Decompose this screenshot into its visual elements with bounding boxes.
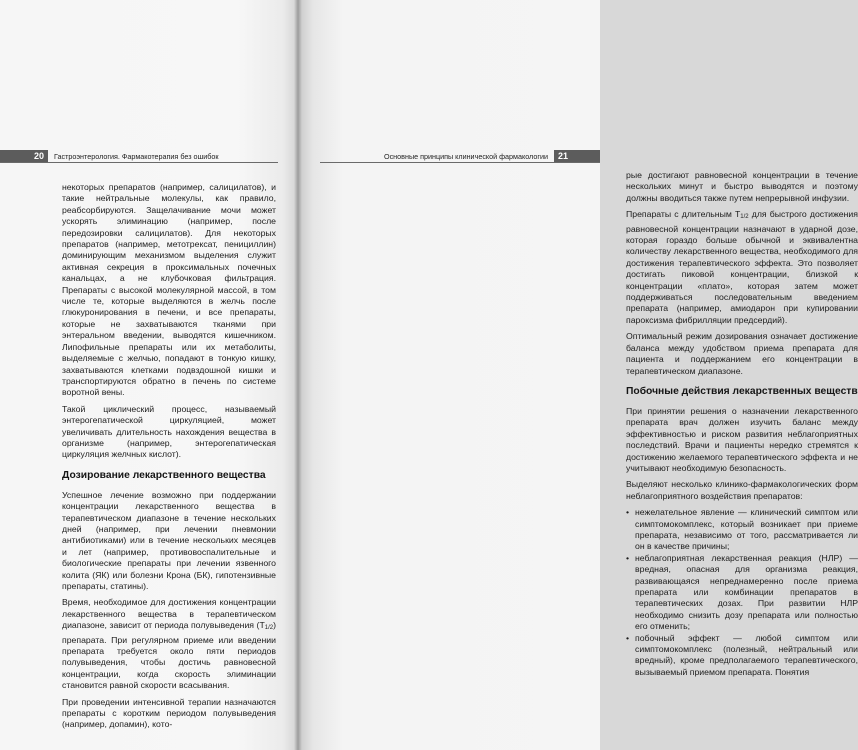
paragraph-optimal-regimen: Оптимальный режим дозирования означает достижение баланса между удобством приема препарата для пациента и поддержанием его концентрации в терапевтическом диапазоне. [626,331,858,376]
paragraph-excretion: некоторых препаратов (например, салицилатов), и такие нейтральные молекулы, как правило, реабсорбируются. Защелачивание мочи может ускорять элиминацию (например, после передозировки салицилатов). Для некоторых препаратов (например, метотрексат, пенициллин) доминирующим механизмом выделения служит активная секреция в проксимальных почечных канальцах, а не клубочковая фильтрация. Препараты с высокой молекулярной массой, в том числе те, которые выделяются в желчь после глюкуронирования в печени, и все препараты, которые не захватываются тканями при энтеральном введении, выводятся кишечником. Липофильные препараты или их метаболиты, выделяемые с желчью, попадают в тонкую кишку, захватываются клетками подвздошной кишки и транспортируются обратно в печень по системе воротной вены. [62,182,276,398]
left-page-number: 20 [0,150,48,163]
right-text-column [626,170,858,678]
list-item: • неблагоприятная лекарственная реакция (НЛР) — вредная, опасная для организма реакция, развивающаяся непреднамеренно после приема препарата или комбинации препаратов в терапевтических дозах. При развитии НЛР необходимо снизить дозу препарата или полностью его отменить; [626,553,858,633]
right-running-title: Основные принципы клинической фармакологии [384,152,548,161]
right-page-number: 21 [554,150,600,163]
paragraph-forms: Выделяют несколько клинико-фармакологических форм неблагоприятного воздействия препаратов: [626,479,858,501]
section-heading-dosing: Дозирование лекарственного вещества [62,469,266,481]
right-header-rule [320,162,600,163]
left-running-title: Гастроэнтерология. Фармакотерапия без ошибок [54,152,219,161]
loading-dose-text-start: Препараты с длительным T [626,209,741,220]
loading-dose-subscript: 1/2 [740,214,749,221]
half-life-text-start: Время, необходимое для достижения концентрации лекарственного вещества в терапевтическом диапазоне, зависит от периода полувыведения (T [62,597,276,631]
half-life-text-end: ) препарата. При регулярном приеме или введении препарата требуется около пяти периодов полувыведения, чтобы достичь равновесной концентрации, когда скорость элиминации становится равной скорости всасывания. [62,620,276,691]
half-life-subscript: 1/2 [264,625,274,632]
left-page [0,0,298,750]
left-header-rule [0,162,278,163]
book-gutter [294,0,302,750]
paragraph-loading-dose [626,209,858,326]
left-text-column [62,182,276,736]
paragraph-continuation: рые достигают равновесной концентрации в течение нескольких минут и быстро выводятся и поэтому должны вводиться также путем непрерывной инфузии. [626,170,858,203]
adverse-forms-list [626,507,858,678]
paragraph-decision: При принятии решения о назначении лекарственного препарата врач должен изучить баланс между эффективностью и риском развития неблагоприятных последствий. Врачи и пациенты нередко стремятся к достижению желаемого терапевтического эффекта и не учитывают необходимую безопасность. [626,405,858,473]
list-item: • побочный эффект — любой симптом или симптомокомплекс (полезный, нейтральный или вредный), кроме предполагаемого терапевтического, вызываемый приемом препарата. Понятия [626,633,858,679]
loading-dose-text-end: для быстрого достижения равновесной концентрации назначают в ударной дозе, которая гораздо больше обычной и эквивалентна количеству лекарственного вещества, необходимого для достижения терапевтического эффекта. Это позволяет достигать пиковой концентрации, близкой к концентрации «плато», которая затем может поддерживаться последовательным введением препарата (например, амиодарон при купировании пароксизма фибрилляции предсердий). [626,209,858,325]
section-heading-adverse-effects: Побочные действия лекарственных веществ [626,385,858,397]
paragraph-successful-treatment: Успешное лечение возможно при поддержании концентрации лекарственного вещества в терапевтическом диапазоне в течение нескольких дней (например, при лечении пневмонии антибиотиками) или в течение нескольких месяцев и лет (например, противовоспалительные и биологические препараты при лечении язвенного колита (ЯК) или болезни Крона (БК), гипотензивные препараты, статины). [62,489,276,591]
list-item: • нежелательное явление — клинический симптом или симптомокомплекс, который возникает при приеме препарата, независимо от того, рассматривается ли он в качестве причины; [626,507,858,553]
paragraph-half-life [62,597,276,691]
paragraph-intensive-therapy: При проведении интенсивной терапии назначаются препараты с коротким периодом полувыведения (например, допамин), кото- [62,696,276,730]
paragraph-enterohepatic: Такой циклический процесс, называемый энтерогепатической циркуляцией, может увеличивать длительность нахождения вещества в организме (например, энтерогепатическая циркуляция желчных кислот). [62,403,276,460]
right-page [298,0,858,750]
